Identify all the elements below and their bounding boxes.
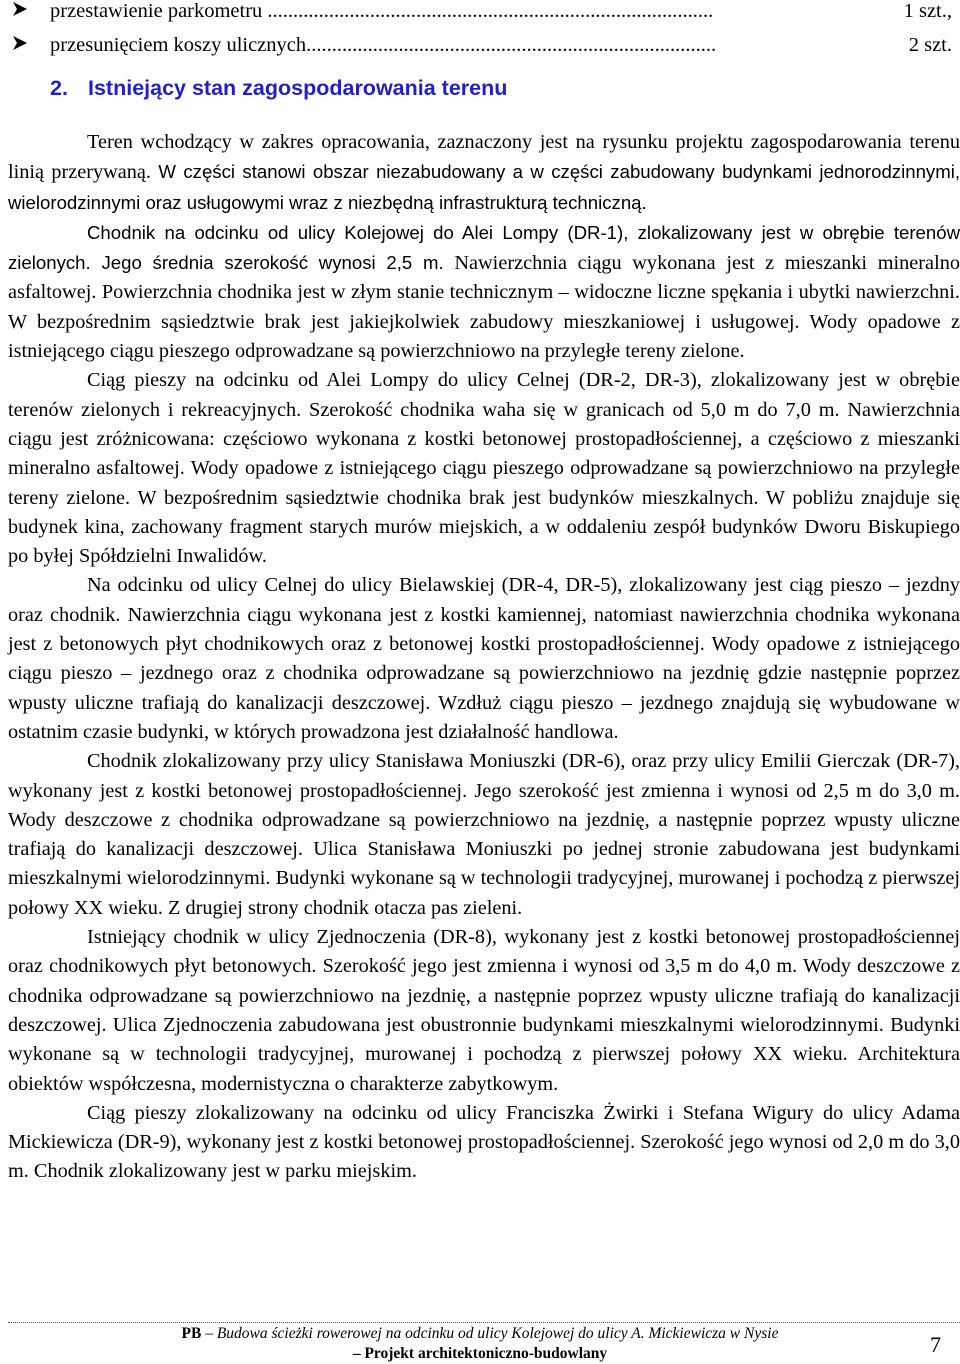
footer-description: – Budowa ścieżki rowerowej na odcinku od ulicy Kolejowej do ulicy A. Mickiewicza w Nysie bbox=[201, 1325, 779, 1342]
paragraph: Ciąg pieszy zlokalizowany na odcinku od ulicy Franciszka Żwirki i Stefana Wigury do ulicy Adama Mickiewicza (DR-9), wykonany jest z kostki betonowej prostopadłościennej. Szerokość jego wynosi od 2,0 m do 3,0 m. Chodnik zlokalizowany jest w parku miejskim. bbox=[8, 1101, 960, 1183]
section-title: Istniejący stan zagospodarowania terenu bbox=[88, 76, 508, 100]
paragraph: Istniejący chodnik w ulicy Zjednoczenia (DR-8), wykonany jest z kostki betonowej prostopadłościennej oraz chodnikowych płyt betonowych. Szerokość jego jest zmienna i wynosi od 3,5 m do 4,0 m. Wody deszczowe z chodnika odprowadzane są powierzchniowo na jezdnię, a następnie poprzez wpusty uliczne trafiają do kanalizacji deszczowej. Ulica Zjednoczenia zabudowana jest obustronnie budynkami mieszkalnymi wielorodzinnymi. Budynki wykonane są w technologii tradycyjnej, murowanej i pochodzą z pierwszej połowy XX wieku. Architektura obiektów współczesna, modernistyczna o charakterze zabytkowym. bbox=[8, 926, 960, 1095]
bullet-list bbox=[12, 0, 952, 68]
list-item-text: przesunięciem koszy ulicznych................................................................................ bbox=[50, 34, 717, 56]
list-item-quantity: 2 szt. bbox=[908, 34, 952, 56]
paragraph-sentence: W części stanowi obszar niezabudowany a w części zabudowany budynkami jednorodzinnymi, wielorodzinnymi oraz usługowymi wraz z niezbędną infrastrukturą techniczną. bbox=[8, 161, 960, 213]
paragraph: Na odcinku od ulicy Celnej do ulicy Bielawskiej (DR-4, DR-5), zlokalizowany jest ciąg pieszo – jezdny oraz chodnik. Nawierzchnia ciągu wykonana jest z kostki kamiennej, natomiast nawierzchnia chodnika wykonana jest z betonowych płyt chodnikowych oraz z betonowej kostki prostopadłościennej. Wody opadowe z istniejącego ciągu pieszo – jezdnego oraz z chodnika odprowadzane są powierzchniowo na jezdnię gdzie następnie poprzez wpusty uliczne trafiają do kanalizacji deszczowej. Wzdłuż ciągu pieszo – jezdnego znajdują się wybudowane w ostatnim czasie budynki, w których prowadzona jest działalność handlowa. bbox=[8, 574, 960, 743]
list-item bbox=[12, 34, 952, 68]
paragraph-sentence: Chodnik na odcinku od ulicy Kolejowej do Alei Lompy (DR-1), zlokalizowany jest w obrębie terenów zielonych. Jego średnia szerokość wynosi 2,5 m. bbox=[8, 221, 960, 274]
footer-prefix: PB bbox=[181, 1325, 202, 1342]
list-item bbox=[12, 0, 952, 34]
footer-line bbox=[130, 1324, 830, 1344]
section-number: 2. bbox=[50, 76, 68, 100]
section-heading bbox=[50, 76, 507, 101]
footer-divider bbox=[8, 1322, 960, 1323]
paragraph-sentence: Nawierzchnia ciągu wykonana jest z mieszanki mineralno asfaltowej. Powierzchnia chodnika jest w złym stanie technicznym – widoczne liczne spękania i ubytki nawierzchni. W bezpośrednim sąsiedztwie brak jest jakiejkolwiek zabudowy mieszkaniowej i usługowej. Wody opadowe z istniejącego ciągu pieszego odprowadzane są powierzchniowo na przyległe tereny zielone. bbox=[8, 252, 960, 363]
list-item-quantity: 1 szt., bbox=[903, 0, 952, 22]
paragraph-sentence: Teren wchodzący w zakres opracowania, zaznaczony jest na rysunku projektu zagospodarowania terenu linią przerywaną. bbox=[8, 131, 960, 184]
list-item-text: przestawienie parkometru ....................................................................................... bbox=[50, 0, 714, 22]
page-footer bbox=[130, 1324, 830, 1364]
paragraph: Ciąg pieszy na odcinku od Alei Lompy do ulicy Celnej (DR-2, DR-3), zlokalizowany jest w obrębie terenów zielonych i rekreacyjnych. Szerokość chodnika waha się w granicach od 5,0 m do 7,0 m. Nawierzchnia ciągu jest zróżnicowana: częściowo wykonana z kostki betonowej prostopadłościennej, a częściowo z mieszanki mineralno asfaltowej. Wody opadowe z istniejącego ciągu pieszego odprowadzane są powierzchniowo na przyległe tereny zielone. W bezpośrednim sąsiedztwie chodnika brak jest budynków mieszkalnych. W pobliżu znajduje się budynek kina, zachowany fragment starych murów miejskich, a w oddaleniu zespół budynków Dworu Biskupiego po byłej Spółdzielni Inwalidów. bbox=[8, 369, 960, 568]
arrowhead-bullet-icon bbox=[12, 1, 50, 17]
paragraph bbox=[8, 218, 960, 366]
arrowhead-bullet-icon bbox=[12, 35, 50, 51]
paragraph: Chodnik zlokalizowany przy ulicy Stanisława Moniuszki (DR-6), oraz przy ulicy Emilii Gierczak (DR-7), wykonany jest z kostki betonowej prostopadłościennej. Jego szerokość jest zmienna i wynosi od 2,5 m do 3,0 m. Wody deszczowe z chodnika odprowadzane są powierzchniowo na jezdnię, a następnie poprzez wpusty uliczne trafiają do kanalizacji deszczowej. Ulica Stanisława Moniuszki po jednej stronie zabudowana jest budynkami mieszkalnymi wielorodzinnymi. Budynki wykonane są w technologii tradycyjnej, murowanej i pochodzą z pierwszej połowy XX wieku. Z drugiej strony chodnik otacza pas zieleni. bbox=[8, 750, 960, 919]
page-number: 7 bbox=[930, 1332, 941, 1357]
footer-project-type: – Projekt architektoniczno-budowlany bbox=[352, 1345, 608, 1362]
paragraph bbox=[8, 128, 960, 218]
body-text bbox=[8, 128, 960, 1187]
